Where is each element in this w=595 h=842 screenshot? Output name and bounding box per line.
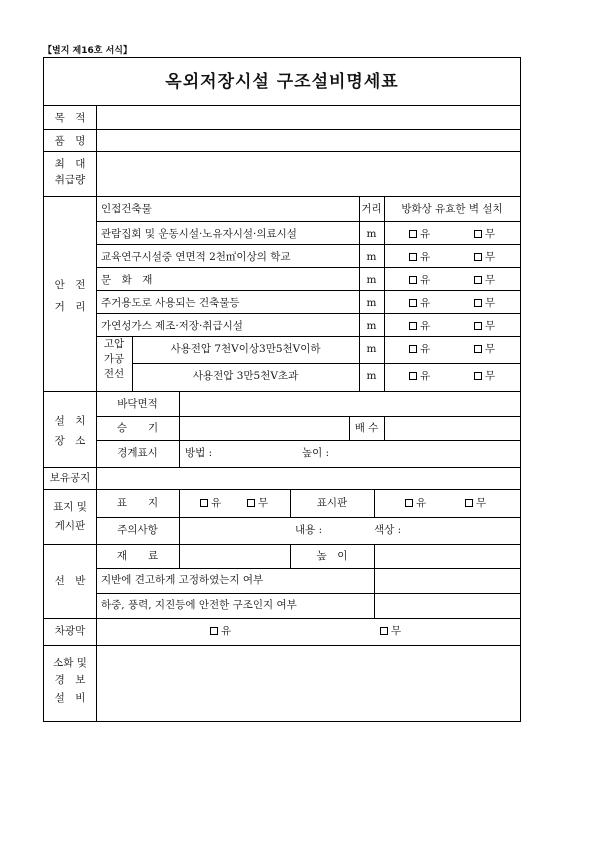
firewall-no-option[interactable]: 무 bbox=[474, 252, 495, 263]
checkbox-icon bbox=[405, 499, 413, 507]
checkbox-icon bbox=[210, 627, 218, 635]
firewall-no-option[interactable]: 무 bbox=[474, 229, 495, 240]
item-name-label: 품 명 bbox=[54, 135, 86, 147]
floor-area-label: 바닥면적 bbox=[117, 398, 158, 410]
structure-safe-question: 하중, 풍력, 지진등에 안전한 구조인지 여부 bbox=[101, 599, 297, 611]
boundary-height: 높이 : bbox=[302, 447, 330, 459]
firewall-no-option[interactable]: 무 bbox=[474, 298, 495, 309]
firewall-yes-option[interactable]: 유 bbox=[409, 229, 430, 240]
firewall-no-option[interactable]: 무 bbox=[474, 275, 495, 286]
adjacent-building-header: 인접건축물 bbox=[101, 203, 152, 215]
adjacent-building-item: 가연성가스 제조·저장·취급시설 bbox=[101, 320, 243, 332]
high-voltage-item: 사용전압 7천V이상3만5천V이하 bbox=[170, 343, 321, 355]
adjacent-building-item: 관람집회 및 운동시설·노유자시설·의료시설 bbox=[101, 228, 297, 240]
caution-content: 내용 : bbox=[295, 524, 323, 536]
distance-unit: m bbox=[366, 251, 377, 263]
sign-yes-option[interactable]: 유 bbox=[200, 498, 221, 509]
firewall-yes-option[interactable]: 유 bbox=[409, 371, 430, 382]
form-title: 옥외저장시설 구조설비명세표 bbox=[165, 72, 399, 92]
firewall-yes-option[interactable]: 유 bbox=[409, 252, 430, 263]
checkbox-icon bbox=[474, 253, 482, 261]
checkbox-icon bbox=[200, 499, 208, 507]
checkbox-icon bbox=[465, 499, 473, 507]
fire-alarm-facility-label: 소화 및 경 보 설 비 bbox=[53, 657, 87, 704]
checkbox-icon bbox=[474, 345, 482, 353]
firewall-yes-option[interactable]: 유 bbox=[409, 275, 430, 286]
slope-label: 승 기 bbox=[116, 422, 159, 434]
adjacent-building-item: 교육연구시설중 연면적 2천㎡이상의 학교 bbox=[101, 251, 291, 263]
purpose-label: 목 적 bbox=[54, 112, 86, 124]
checkbox-icon bbox=[409, 230, 417, 238]
checkbox-icon bbox=[409, 322, 417, 330]
adjacent-building-item: 문 화 재 bbox=[101, 274, 153, 286]
material-label: 재 료 bbox=[116, 550, 159, 562]
caution-color: 색상 : bbox=[374, 524, 402, 536]
boundary-method: 방법 : bbox=[185, 447, 213, 459]
shelf-height-label: 높 이 bbox=[316, 550, 348, 562]
display-board-label: 표시판 bbox=[316, 497, 348, 509]
high-voltage-item: 사용전압 3만5천V초과 bbox=[192, 370, 299, 382]
checkbox-icon bbox=[380, 627, 388, 635]
checkbox-icon bbox=[474, 276, 482, 284]
board-yes-option[interactable]: 유 bbox=[405, 498, 426, 509]
shade-no-option[interactable]: 무 bbox=[380, 626, 401, 637]
holding-space-label: 보유공지 bbox=[49, 472, 91, 484]
checkbox-icon bbox=[409, 253, 417, 261]
checkbox-icon bbox=[409, 276, 417, 284]
form-frame bbox=[43, 57, 521, 722]
caution-label: 주의사항 bbox=[117, 524, 158, 536]
checkbox-icon bbox=[474, 322, 482, 330]
shelf-label: 선 반 bbox=[54, 575, 86, 587]
sign-board-label: 표지 및 게시판 bbox=[53, 501, 87, 532]
firewall-no-option[interactable]: 무 bbox=[474, 344, 495, 355]
board-no-option[interactable]: 무 bbox=[465, 498, 486, 509]
max-quantity-label: 최 대 취급량 bbox=[54, 158, 86, 187]
sign-label: 표 지 bbox=[116, 497, 159, 509]
high-voltage-line-label: 고압 가공 전선 bbox=[103, 338, 125, 381]
checkbox-icon bbox=[409, 299, 417, 307]
distance-header: 거리 bbox=[361, 203, 382, 215]
firewall-no-option[interactable]: 무 bbox=[474, 371, 495, 382]
safety-distance-label: 안 전 거 리 bbox=[54, 279, 86, 314]
firewall-no-option[interactable]: 무 bbox=[474, 321, 495, 332]
shade-yes-option[interactable]: 유 bbox=[210, 626, 231, 637]
checkbox-icon bbox=[247, 499, 255, 507]
checkbox-icon bbox=[409, 372, 417, 380]
distance-unit: m bbox=[366, 320, 377, 332]
drain-label: 배 수 bbox=[354, 422, 379, 434]
adjacent-building-item: 주거용도로 사용되는 건축물등 bbox=[101, 297, 240, 309]
ground-fixed-question: 지반에 견고하게 고정하였는지 여부 bbox=[101, 574, 264, 586]
distance-unit: m bbox=[366, 274, 377, 286]
sign-no-option[interactable]: 무 bbox=[247, 498, 268, 509]
distance-unit: m bbox=[366, 370, 377, 382]
distance-unit: m bbox=[366, 228, 377, 240]
distance-unit: m bbox=[366, 297, 377, 309]
firewall-yes-option[interactable]: 유 bbox=[409, 344, 430, 355]
install-place-label: 설 치 장 소 bbox=[54, 415, 86, 447]
distance-unit: m bbox=[366, 343, 377, 355]
firewall-yes-option[interactable]: 유 bbox=[409, 321, 430, 332]
checkbox-icon bbox=[474, 299, 482, 307]
form-caption: 【별지 제16호 서식】 bbox=[43, 46, 132, 56]
checkbox-icon bbox=[474, 372, 482, 380]
firewall-yes-option[interactable]: 유 bbox=[409, 298, 430, 309]
boundary-label: 경계표시 bbox=[117, 447, 158, 459]
shade-label: 차광막 bbox=[54, 625, 86, 637]
firewall-header: 방화상 유효한 벽 설치 bbox=[401, 203, 503, 215]
checkbox-icon bbox=[474, 230, 482, 238]
checkbox-icon bbox=[409, 345, 417, 353]
